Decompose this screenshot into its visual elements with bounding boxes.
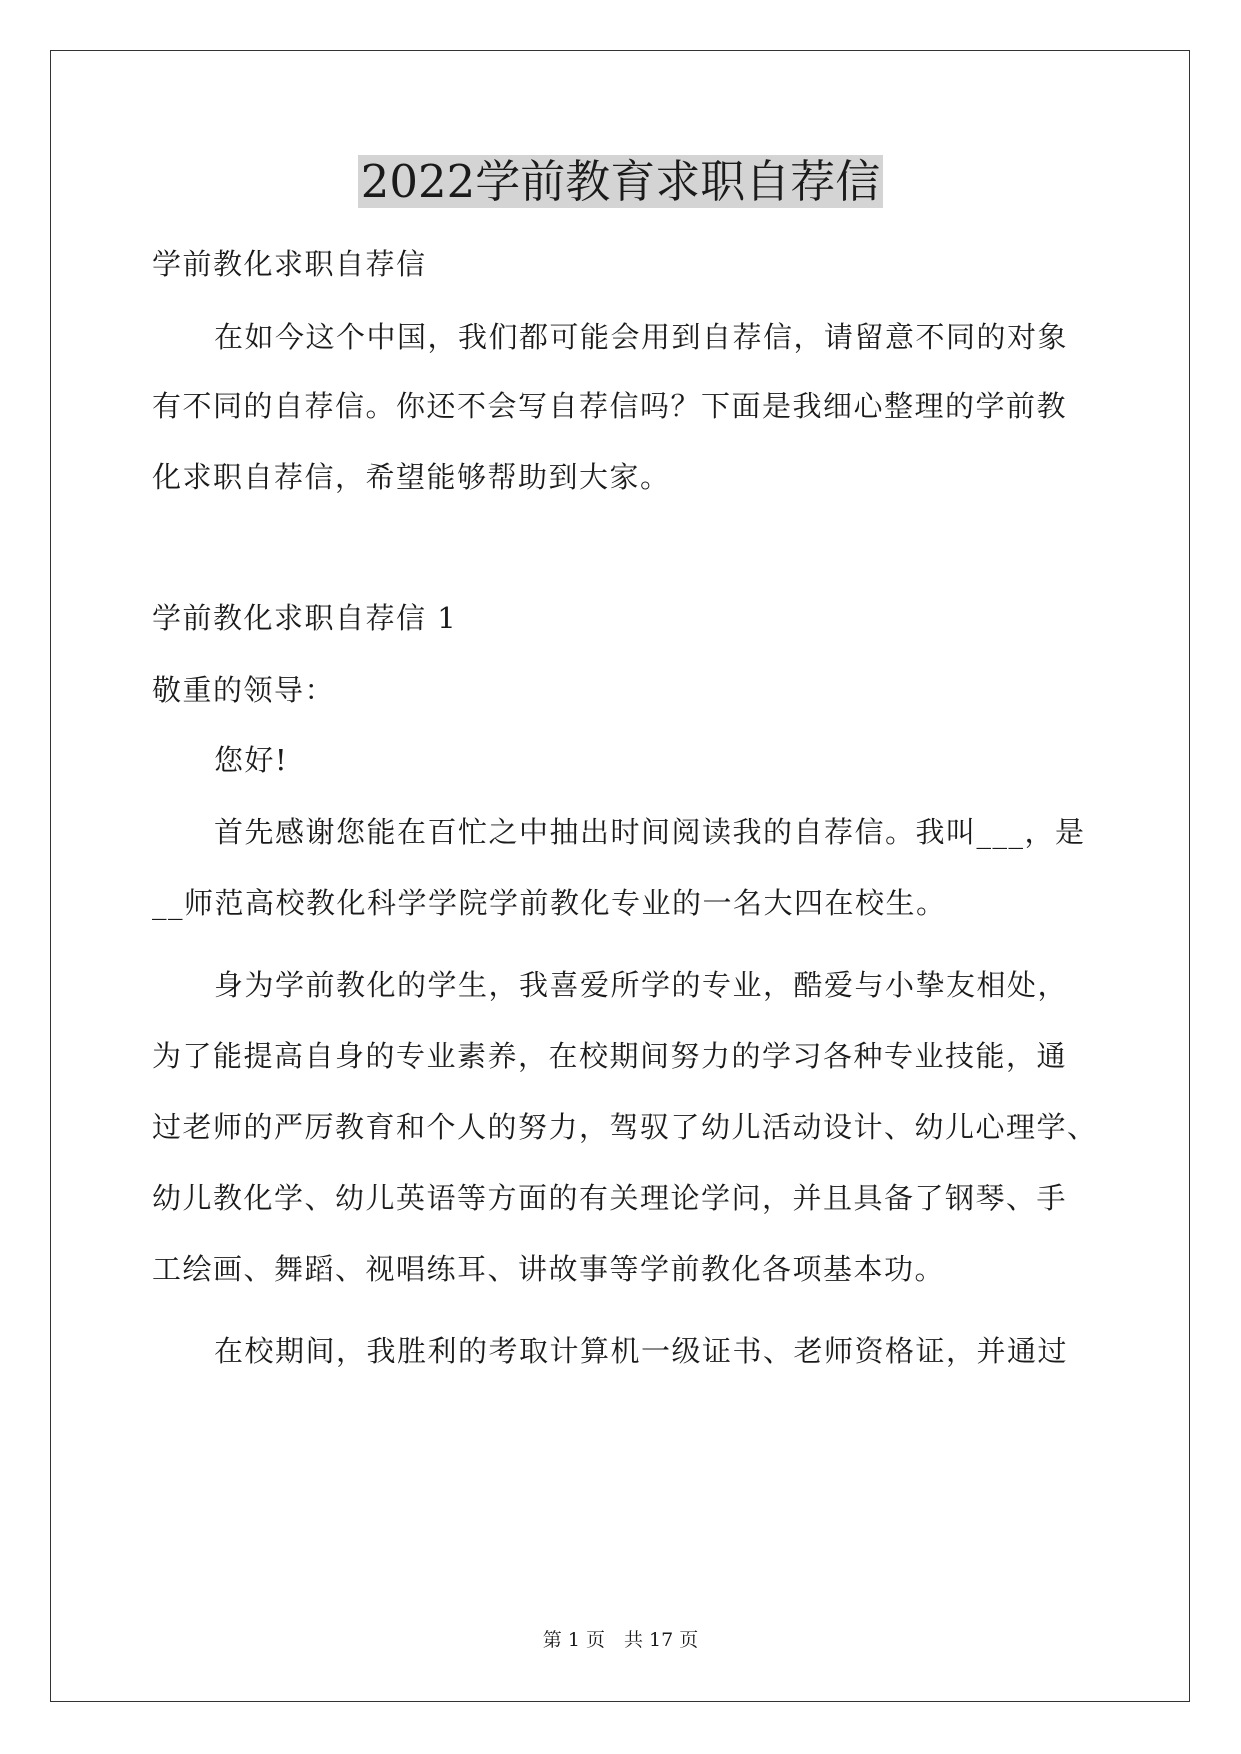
page-footer: 第 1 页 共 17 页 bbox=[542, 1629, 699, 1651]
body-paragraph-1-line-1: 首先感谢您能在百忙之中抽出时间阅读我的自荐信。我叫___，是 bbox=[214, 815, 1086, 849]
body-paragraph-3-line-1: 在校期间，我胜利的考取计算机一级证书、老师资格证，并通过 bbox=[214, 1334, 1069, 1368]
subtitle-line: 学前教化求职自荐信 bbox=[152, 247, 427, 281]
body-paragraph-2-line-3: 过老师的严厉教育和个人的努力，驾驭了幼儿活动设计、幼儿心理学、 bbox=[152, 1110, 1098, 1144]
section-heading: 学前教化求职自荐信 1 bbox=[152, 601, 458, 635]
body-paragraph-2-line-4: 幼儿教化学、幼儿英语等方面的有关理论学问，并且具备了钢琴、手 bbox=[152, 1181, 1068, 1215]
body-paragraph-1-line-2: __师范高校教化科学学院学前教化专业的一名大四在校生。 bbox=[152, 886, 947, 920]
document-title bbox=[0, 152, 1241, 212]
body-paragraph-2-line-1: 身为学前教化的学生，我喜爱所学的专业，酷爱与小挚友相处， bbox=[214, 968, 1069, 1002]
body-paragraph-2-line-5: 工绘画、舞蹈、视唱练耳、讲故事等学前教化各项基本功。 bbox=[152, 1252, 946, 1286]
page-border bbox=[50, 50, 1190, 1702]
document-title-text: 2022学前教育求职自荐信 bbox=[358, 155, 884, 208]
intro-paragraph-line-1: 在如今这个中国，我们都可能会用到自荐信，请留意不同的对象 bbox=[214, 320, 1069, 354]
salutation: 敬重的领导： bbox=[152, 673, 336, 707]
body-paragraph-2-line-2: 为了能提高自身的专业素养，在校期间努力的学习各种专业技能，通 bbox=[152, 1039, 1068, 1073]
intro-paragraph-line-3: 化求职自荐信，希望能够帮助到大家。 bbox=[152, 460, 671, 494]
intro-paragraph-line-2: 有不同的自荐信。你还不会写自荐信吗？下面是我细心整理的学前教 bbox=[152, 389, 1068, 423]
greeting: 您好! bbox=[214, 743, 289, 777]
